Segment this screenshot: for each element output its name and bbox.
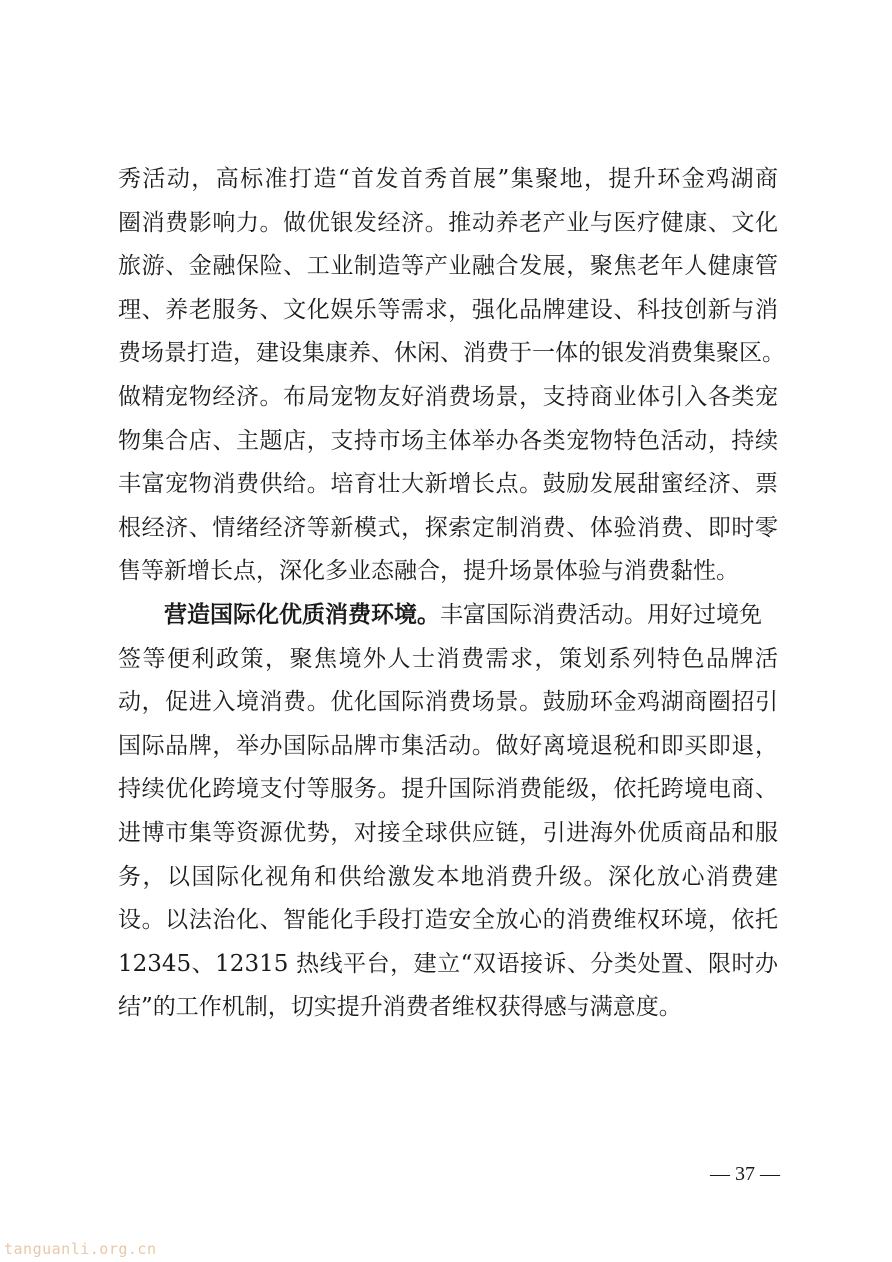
page-number: — 37 —: [710, 1163, 780, 1185]
text-line: 物集合店、主题店，支持市场主体举办各类宠物特色活动，持续: [118, 427, 778, 454]
paragraph-heading: 营造国际化优质消费环境。: [164, 601, 440, 628]
text-line: 国际品牌，举办国际品牌市集活动。做好离境退税和即买即退，: [118, 732, 778, 759]
text-line: 务，以国际化视角和供给激发本地消费升级。深化放心消费建: [118, 863, 778, 890]
text-line: 秀活动，高标准打造“首发首秀首展”集聚地，提升环金鸡湖商: [118, 166, 778, 192]
text-line: 12345、12315 热线平台，建立“双语接诉、分类处置、限时办: [118, 950, 778, 977]
text-line: 签等便利政策，聚焦境外人士消费需求，策划系列特色品牌活: [118, 645, 778, 672]
text-line: 旅游、金融保险、工业制造等产业融合发展，聚焦老年人健康管: [118, 253, 778, 280]
text-line: 做精宠物经济。布局宠物友好消费场景，支持商业体引入各类宠: [118, 383, 778, 410]
text-line: 圈消费影响力。做优银发经济。推动养老产业与医疗健康、文化: [118, 209, 778, 236]
paragraph-heading-line: [118, 594, 778, 638]
text-line: 丰富宠物消费供给。培育壮大新增长点。鼓励发展甜蜜经济、票: [118, 471, 778, 498]
text-line: 持续优化跨境支付等服务。提升国际消费能级，依托跨境电商、: [118, 776, 778, 803]
text-line-last: 结”的工作机制，切实提升消费者维权获得感与满意度。: [118, 994, 682, 1021]
watermark-text: tanguanli.org.cn: [4, 1240, 157, 1258]
text-line: 理、养老服务、文化娱乐等需求，强化品牌建设、科技创新与消: [118, 296, 778, 323]
body-text: [118, 158, 785, 1030]
text-line-last: 售等新增长点，深化多业态融合，提升场景体验与消费黏性。: [118, 558, 739, 585]
text-line-rest: 丰富国际消费活动。用好过境免: [440, 601, 762, 628]
text-line: 进博市集等资源优势，对接全球供应链，引进海外优质商品和服: [118, 819, 778, 846]
text-line: 设。以法治化、智能化手段打造安全放心的消费维权环境，依托: [118, 907, 778, 934]
text-line: 根经济、情绪经济等新模式，探索定制消费、体验消费、即时零: [118, 514, 778, 541]
text-line: 动，促进入境消费。优化国际消费场景。鼓励环金鸡湖商圈招引: [118, 689, 778, 716]
text-line: 费场景打造，建设集康养、休闲、消费于一体的银发消费集聚区。: [118, 340, 785, 367]
